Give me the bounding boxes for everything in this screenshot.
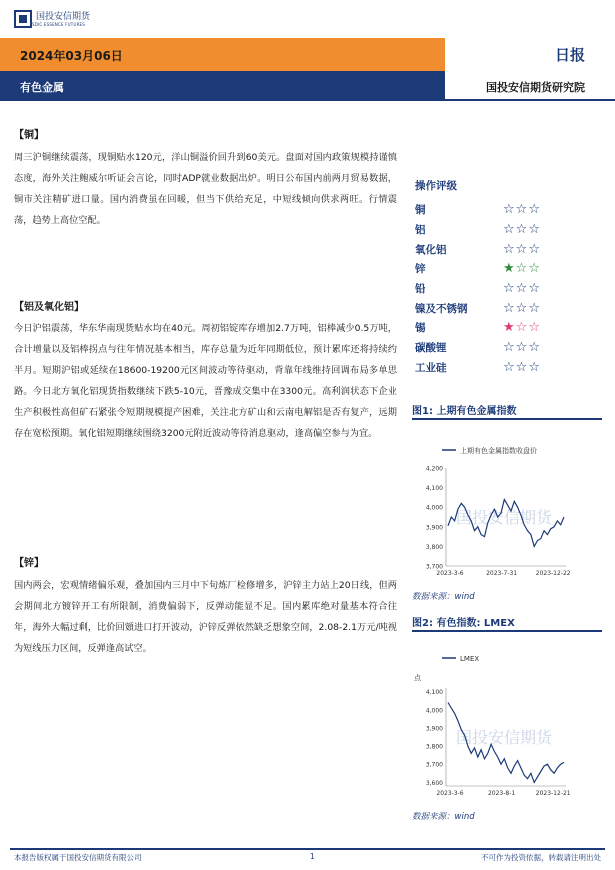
rating-metal-name: 铜	[415, 204, 426, 217]
rating-row	[415, 318, 575, 338]
rating-row	[415, 298, 575, 318]
watermark-text: 国投安信期货	[456, 508, 553, 527]
empty-star-icon: ☆	[503, 359, 516, 375]
logo-subtext: SDIC ESSENCE FUTURES	[32, 21, 86, 27]
empty-star-icon: ☆	[528, 241, 541, 257]
rating-row	[415, 358, 575, 378]
figure-2-source: 数据来源：wind	[412, 812, 475, 822]
empty-star-icon: ☆	[515, 202, 529, 218]
rating-stars-icon	[503, 340, 541, 355]
rating-stars-icon	[503, 242, 541, 257]
x-tick-label: 2023-3-6	[436, 570, 464, 577]
y-tick-label: 4,000	[425, 707, 443, 715]
rating-metal-name: 铅	[415, 283, 426, 296]
rating-row	[415, 200, 575, 220]
empty-star-icon: ☆	[528, 320, 541, 336]
footer-disclaimer: 不可作为投资依据，转载请注明出处	[481, 853, 601, 862]
rating-metal-name: 铝	[415, 224, 426, 237]
y-tick-label: 3,800	[425, 743, 443, 751]
empty-star-icon: ☆	[515, 241, 529, 257]
rating-row	[415, 279, 575, 299]
institute-box	[445, 71, 615, 101]
x-tick-label: 2023-12-22	[535, 570, 571, 577]
empty-star-icon: ☆	[503, 202, 516, 218]
figure-1-source: 数据来源：wind	[412, 592, 475, 602]
rating-row	[415, 338, 575, 358]
empty-star-icon: ☆	[528, 261, 541, 277]
empty-star-icon: ☆	[528, 222, 541, 238]
rating-title: 操作评级	[415, 180, 457, 192]
empty-star-icon: ☆	[515, 281, 529, 297]
logo-text: 国投安信期货	[36, 11, 91, 22]
empty-star-icon: ☆	[528, 281, 541, 297]
empty-star-icon: ☆	[503, 222, 516, 238]
y-tick-label: 3,700	[425, 761, 443, 769]
empty-star-icon: ☆	[515, 359, 529, 375]
section-name: 有色金属	[20, 81, 64, 94]
empty-star-icon: ☆	[515, 300, 529, 316]
institute-name: 国投安信期货研究院	[486, 81, 585, 94]
section-text-copper: 周三沪铜继续震荡，现铜贴水120元，洋山铜溢价回升到60美元。盘面对国内政策规模持谨慎态度，海外关注鲍威尔听证会言论，同时ADP就业数据出炉。明日公布国内前两月贸易数据，铜市关注精矿进口量。国内消费虽在回暖，但当下供给充足，中短线倾向供求两旺。行情震荡，趋势上高位空配。	[14, 152, 397, 226]
y-tick-label: 4,100	[425, 689, 443, 697]
empty-star-icon: ☆	[503, 300, 516, 316]
report-type-box	[445, 38, 615, 71]
date-band	[0, 38, 445, 71]
legend-label: 上期有色金属指数收盘价	[460, 447, 537, 455]
page-number: 1	[310, 852, 315, 861]
rating-metal-name: 氧化铝	[415, 243, 447, 256]
y-tick-label: 4,000	[425, 504, 443, 512]
y-axis-unit: 点	[414, 674, 421, 682]
empty-star-icon: ☆	[503, 281, 516, 297]
figure-1-title: 图1: 上期有色金属指数	[412, 406, 517, 417]
y-tick-label: 4,100	[425, 485, 443, 493]
empty-star-icon: ☆	[515, 222, 529, 238]
rating-metal-name: 碳酸锂	[415, 342, 447, 355]
rating-stars-icon	[503, 222, 541, 237]
rating-row	[415, 259, 575, 279]
section-band	[0, 71, 445, 101]
figure-2-rule	[412, 630, 602, 632]
section-title-aluminum: 【铝及氧化铝】	[14, 302, 84, 313]
rating-stars-icon	[503, 320, 541, 335]
rating-stars-icon	[503, 301, 541, 316]
y-tick-label: 4,200	[425, 465, 443, 473]
empty-star-icon: ☆	[528, 202, 541, 218]
y-tick-label: 3,900	[425, 524, 443, 532]
y-tick-label: 3,700	[425, 563, 443, 571]
footer-copyright: 本报告版权属于国投安信期货有限公司	[14, 853, 142, 862]
empty-star-icon: ☆	[515, 320, 529, 336]
empty-star-icon: ☆	[528, 340, 541, 356]
section-title-zinc: 【锌】	[14, 558, 44, 569]
footer-rule	[10, 848, 605, 850]
figure-1-rule	[412, 418, 602, 420]
x-tick-label: 2023-12-21	[535, 790, 571, 797]
empty-star-icon: ☆	[503, 241, 516, 257]
rating-stars-icon	[503, 202, 541, 217]
filled-star-icon: ★	[503, 320, 516, 336]
empty-star-icon: ☆	[515, 340, 529, 356]
section-title-copper: 【铜】	[14, 130, 44, 141]
rating-metal-name: 镍及不锈钢	[415, 302, 468, 315]
x-tick-label: 2023-8-1	[487, 790, 516, 797]
figure-2-title: 图2: 有色指数: LMEX	[412, 618, 515, 629]
rating-metal-name: 锡	[415, 322, 426, 335]
figure-1-chart	[412, 424, 602, 584]
watermark-text: 国投安信期货	[456, 728, 553, 747]
rating-box	[415, 178, 575, 377]
rating-stars-icon	[503, 261, 541, 276]
rating-row	[415, 239, 575, 259]
section-text-zinc: 国内两会，宏观情绪偏乐观，叠加国内三月中下旬炼厂检修增多，沪锌主力站上20日线，但两会期间北方镀锌开工有所限制，消费偏弱下，反弹动能显不足。国内累库绝对量基本符合往年，海外大幅过剩，比价回頞进口打开波动，沪锌反弹依然缺乏想象空间，2.08-2.1万元/吨视为短线压力区间，反弹逢高试空。	[14, 580, 397, 654]
empty-star-icon: ☆	[528, 359, 541, 375]
empty-star-icon: ☆	[503, 340, 516, 356]
x-tick-label: 2023-7-31	[486, 570, 518, 577]
empty-star-icon: ☆	[528, 300, 541, 316]
filled-star-icon: ★	[503, 261, 516, 277]
figure-2-chart	[412, 636, 602, 804]
legend-label: LMEX	[460, 655, 480, 663]
x-tick-label: 2023-3-6	[436, 790, 464, 797]
logo-icon	[14, 10, 32, 28]
company-logo	[14, 8, 104, 30]
rating-metal-name: 锌	[415, 263, 426, 276]
y-tick-label: 3,900	[425, 725, 443, 733]
rating-stars-icon	[503, 281, 541, 296]
rating-stars-icon	[503, 360, 541, 375]
rating-row	[415, 220, 575, 240]
y-tick-label: 3,600	[425, 779, 443, 787]
y-tick-label: 3,800	[425, 543, 443, 551]
report-date: 2024年03月06日	[20, 49, 123, 63]
section-text-aluminum: 今日沪铝震荡，华东华南现货贴水均在40元。周初铝锭库存增加2.7万吨，铝棒减少0.5万吨，合计增量以及铝棒拐点与往年情况基本相当，库存总量为近年同期低位，预计累库还将持续约半月。短期沪铝或延续在18600-19200元区间波动等待驱动，背靠年线维持回调布局多单思路。今日北方氧化铝现货指数继续下跌5-10元，晋豫成交集中在3300元。高利润状态下企业生产积极性高但矿石紧张令短期规模提产困难，关注北方矿山和云南电解铝是否有复产，远期存在宽松预期。氧化铝短期继续围绕3200元附近波动等待消息驱动，逢高偏空参与为宜。	[14, 323, 397, 439]
report-type: 日报	[554, 46, 585, 64]
rating-metal-name: 工业硅	[415, 361, 447, 374]
empty-star-icon: ☆	[515, 261, 529, 277]
